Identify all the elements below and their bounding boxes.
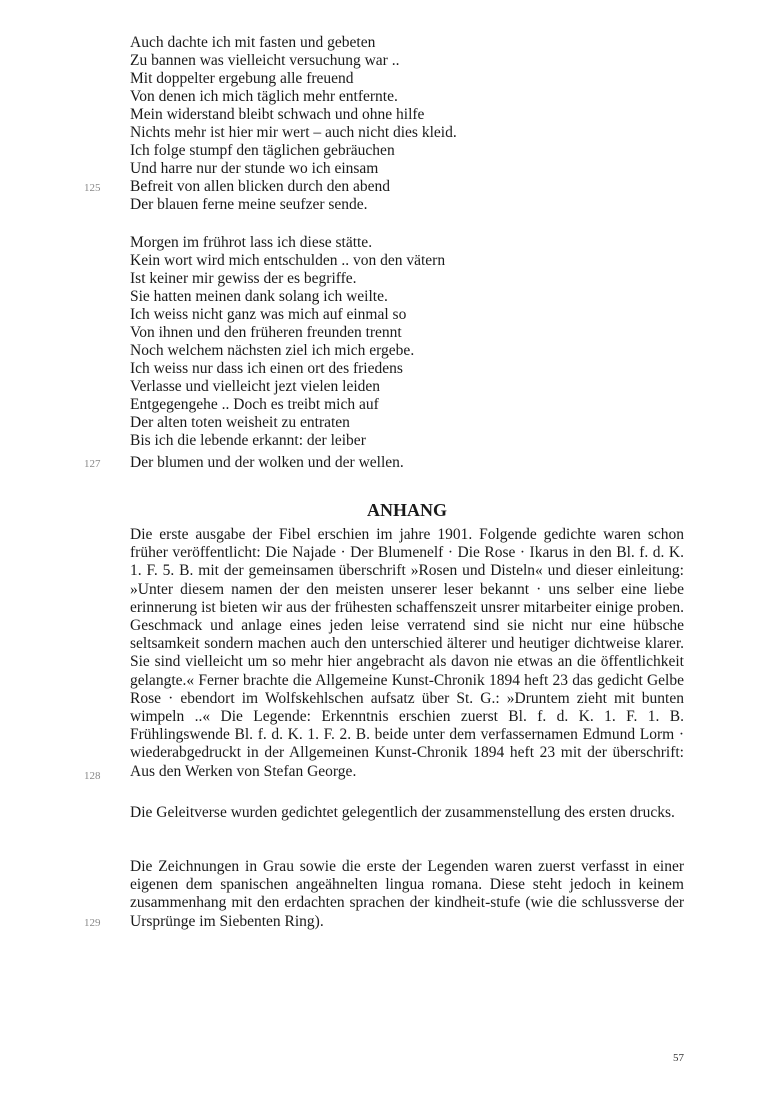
poem-line: Noch welchem nächsten ziel ich mich ergebe. [130,342,415,359]
poem-line: Zu bannen was vielleicht versuchung war .. [130,52,400,69]
poem-line: Entgegengehe .. Doch es treibt mich auf [130,396,379,413]
poem-line: Der alten toten weisheit zu entraten [130,414,350,431]
poem-line: Von denen ich mich täglich mehr entfernte. [130,88,398,105]
poem-line: Nichts mehr ist hier mir wert – auch nicht dies kleid. [130,124,457,141]
poem-line: Morgen im frührot lass ich diese stätte. [130,234,373,251]
poem-line: Mein widerstand bleibt schwach und ohne hilfe [130,106,425,123]
poem-line: Bis ich die lebende erkannt: der leiber [130,432,366,449]
appendix-heading: ANHANG [367,500,447,520]
appendix-paragraph: Die Geleitverse wurden gedichtet gelegentlich der zusammenstellung des ersten drucks. [130,804,675,821]
page-number: 57 [673,1052,684,1064]
poem-line: Ist keiner mir gewiss der es begriffe. [130,270,357,287]
poem-line: Der blauen ferne meine seufzer sende. [130,196,368,213]
appendix-paragraph: Die Zeichnungen in Grau sowie die erste der Legenden waren zuerst verfasst in einer eigenen dem spanischen angeähnelten lingua romana. Diese steht jedoch in keinem zusammenhang mit den erdachten sprachen der kindheit-stufe (wie die schlussverse der Ursprünge im Siebenten Ring). [130,858,684,930]
poem-line: Befreit von allen blicken durch den abend [130,178,390,195]
poem-line: Von ihnen und den früheren freunden trennt [130,324,402,341]
poem-line: Ich weiss nicht ganz was mich auf einmal so [130,306,407,323]
line-number: 125 [84,182,101,194]
line-number: 129 [84,917,101,929]
poem-line: Ich weiss nur dass ich einen ort des friedens [130,360,403,377]
poem-line: Verlasse und vielleicht jezt vielen leiden [130,378,381,395]
poem-line: Auch dachte ich mit fasten und gebeten [130,34,376,51]
line-number: 128 [84,770,101,782]
poem-line: Sie hatten meinen dank solang ich weilte. [130,288,388,305]
poem-line: Kein wort wird mich entschulden .. von den vätern [130,252,446,269]
line-number: 127 [84,458,101,470]
poem-line: Und harre nur der stunde wo ich einsam [130,160,379,177]
poem-line: Ich folge stumpf den täglichen gebräuchen [130,142,395,159]
poem-line: Mit doppelter ergebung alle freuend [130,70,354,87]
poem-line: Der blumen und der wolken und der wellen. [130,454,404,471]
appendix-paragraph: Die erste ausgabe der Fibel erschien im jahre 1901. Folgende gedichte waren schon früher veröffentlicht: Die Najade · Der Blumenelf · Die Rose · Ikarus in den Bl. f. d. K. 1. F. 5. B. mit der gemeinsamen überschrift »Rosen und Disteln« und dieser einleitung: »Unter diesem namen der den meisten unserer leser bekannt · uns selber eine liebe erinnerung ist bieten wir aus der frühesten schaffenszeit unsrer mitarbeiter einige proben. Geschmack und anlage eines jeden leise verratend sind sie nicht nur eine hübsche seltsamkeit sondern machen auch den unterschied älterer und heutiger dichtweise klarer. Sie sind vielleicht um so mehr hier angebracht als davon nie etwas an die öffentlichkeit gelangte.« Ferner brachte die Allgemeine Kunst-Chronik 1894 heft 23 das gedicht Gelbe Rose · ebendort im Wolfskehlschen aufsatz über St. G.: »Druntem zieht mit bunten wimpeln ..« Die Legende: Erkenntnis erschien zuerst Bl. f. d. K. 1. F. 1. B. Frühlingswende Bl. f. d. K. 1. F. 2. B. beide unter dem verfassernamen Edmund Lorm · wiederabgedruckt in der Allgemeinen Kunst-Chronik 1894 heft 23 mit der überschrift: Aus den Werken von Stefan George. [130,526,684,780]
